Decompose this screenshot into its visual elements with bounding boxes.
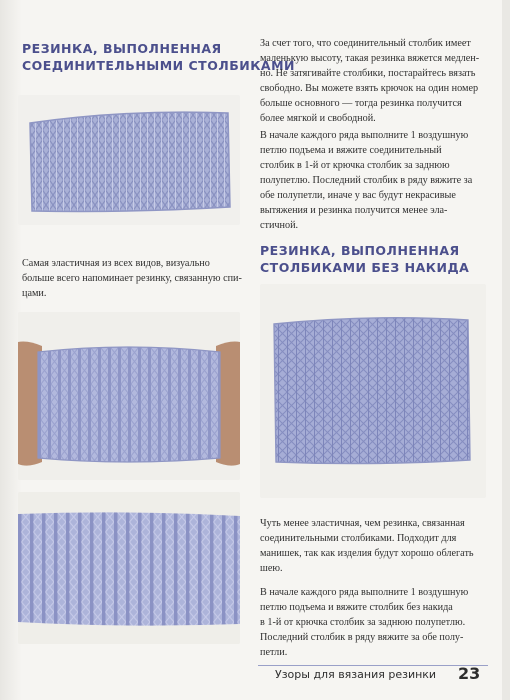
description-paragraph xyxy=(260,516,495,576)
text-line: цами. xyxy=(22,288,47,299)
text-line: Последний столбик в ряду вяжите за обе полу- xyxy=(260,632,464,643)
intro-paragraph xyxy=(260,36,495,126)
footer-rule xyxy=(258,665,488,666)
text-line: Самая эластичная из всех видов, визуально xyxy=(22,258,210,269)
text-line: манишек, так как изделия будут хорошо облегать xyxy=(260,548,474,559)
text-line: соединительными столбиками. Подходит для xyxy=(260,533,457,544)
heading-line: РЕЗИНКА, ВЫПОЛНЕННАЯ xyxy=(22,41,222,56)
text-line: В начале каждого ряда выполните 1 воздушную xyxy=(260,130,469,141)
text-line: Чуть менее эластичная, чем резинка, связанная xyxy=(260,518,465,529)
text-line: столбик в 1-й от крючка столбик за заднюю xyxy=(260,160,450,171)
single-crochet-swatch-illustration xyxy=(260,284,486,498)
text-line: стичной. xyxy=(260,220,299,231)
photo-single-crochet-swatch xyxy=(260,284,486,498)
knit-swatch-illustration xyxy=(18,95,240,225)
text-line: больше основного — тогда резинка получится xyxy=(260,98,462,109)
text-line: свободно. Вы можете взять крючок на один номер xyxy=(260,83,479,94)
heading-line: СТОЛБИКАМИ БЕЗ НАКИДА xyxy=(260,260,470,275)
text-line: обе полупетли, иначе у вас будут некрасивые xyxy=(260,190,456,201)
text-line: петлю подъема и вяжите соединительный xyxy=(260,145,442,156)
photo-stretched-rib xyxy=(18,312,240,480)
text-line: в 1-й от крючка столбик за заднюю полупетлю. xyxy=(260,617,466,628)
text-line: В начале каждого ряда выполните 1 воздушную xyxy=(260,587,469,598)
section-heading-slip-stitch-rib xyxy=(22,40,295,74)
text-line: но. Не затягивайте столбики, постарайтесь вязать xyxy=(260,68,476,79)
photo-slip-stitch-swatch xyxy=(18,95,240,225)
photo-rib-closeup xyxy=(18,492,240,644)
page-edge xyxy=(502,0,510,700)
text-line: больше всего напоминает резинку, связанную спи- xyxy=(22,273,242,284)
text-line: За счет того, что соединительный столбик имеет xyxy=(260,38,471,49)
page-number: 23 xyxy=(458,664,481,683)
text-line: петли. xyxy=(260,647,288,658)
instructions2-paragraph xyxy=(260,585,495,660)
text-line: полупетлю. Последний столбик в ряду вяжите за xyxy=(260,175,473,186)
instructions-paragraph xyxy=(260,128,495,233)
text-line: более мягкой и свободной. xyxy=(260,113,376,124)
heading-line: СОЕДИНИТЕЛЬНЫМИ СТОЛБИКАМИ xyxy=(22,58,295,73)
text-line: вытяжения и резинка получится менее эла- xyxy=(260,205,448,216)
text-line: маленькую высоту, такая резинка вяжется медлен- xyxy=(260,53,480,64)
caption-slip-stitch xyxy=(22,256,244,301)
stretched-rib-illustration xyxy=(18,312,240,480)
text-line: шею. xyxy=(260,563,283,574)
footer-chapter-title: Узоры для вязания резинки xyxy=(275,668,437,681)
text-line: петлю подъема и вяжите столбик без накида xyxy=(260,602,453,613)
section-heading-single-crochet-rib xyxy=(260,242,469,276)
rib-closeup-illustration xyxy=(18,492,240,644)
heading-line: РЕЗИНКА, ВЫПОЛНЕННАЯ xyxy=(260,243,460,258)
